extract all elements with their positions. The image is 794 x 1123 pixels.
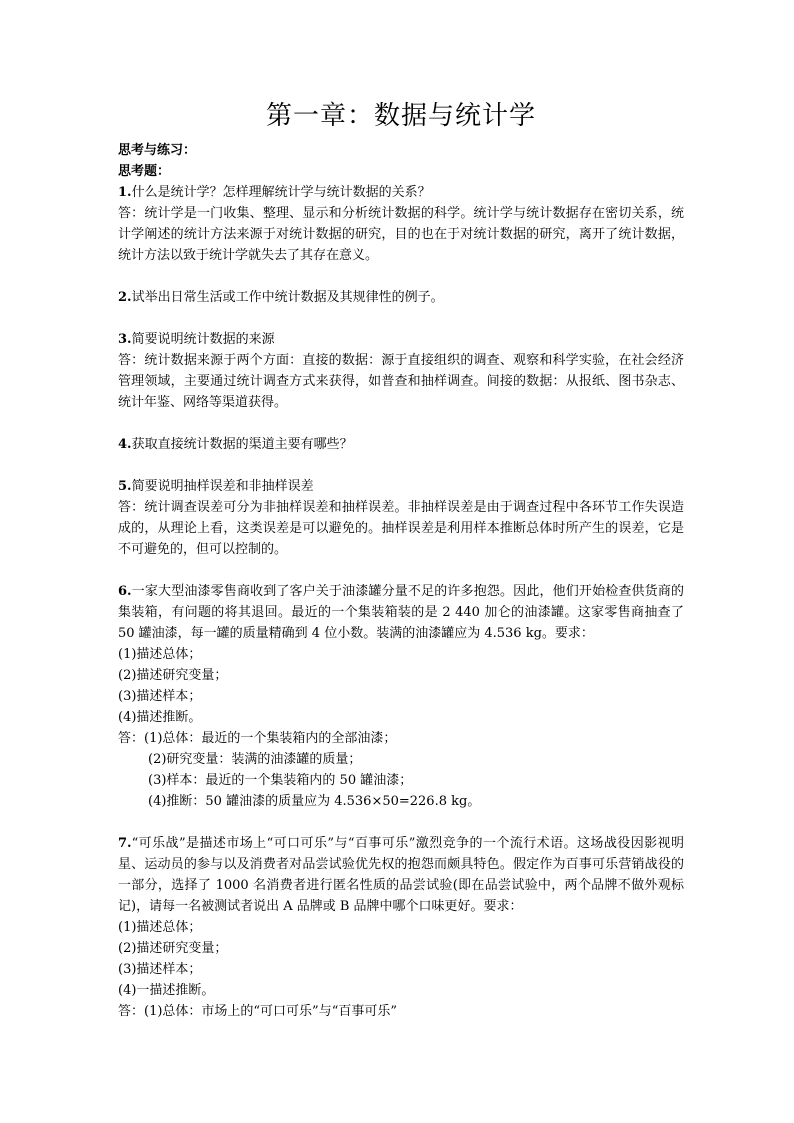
list-item: (3)描述样本； xyxy=(118,689,202,704)
sub-heading: 思考题： xyxy=(118,164,171,179)
list-item: (2)描述研究变量； xyxy=(118,668,228,683)
answer-line: (3)样本：最近的一个集装箱内的 50 罐油漆； xyxy=(148,773,413,788)
answer-line: (2)研究变量：装满的油漆罐的质量； xyxy=(148,752,362,767)
answer-6 xyxy=(118,728,684,812)
question-text: 获取直接统计数据的渠道主要有哪些？ xyxy=(131,437,353,452)
answer-7: 答：(1)总体：市场上的“可口可乐”与“百事可乐” xyxy=(118,1004,397,1019)
question-6 xyxy=(118,581,684,644)
question-text: 简要说明统计数据的来源 xyxy=(131,332,275,347)
answer-3: 答：统计数据来源于两个方面：直接的数据：源于直接组织的调查、观察和科学实验，在社会经济管理领域，主要通过统计调查方式来获得，如普查和抽样调查。间接的数据：从报纸、图书杂志、统计年鉴、网络等渠道获得。 xyxy=(118,353,684,410)
answer-line: 答：(1)总体：最近的一个集装箱内的全部油漆； xyxy=(118,731,397,746)
question-7 xyxy=(118,833,684,917)
question-text: 简要说明抽样误差和非抽样误差 xyxy=(131,479,314,494)
question-number: 1. xyxy=(118,185,132,200)
question-2 xyxy=(118,287,684,308)
question-5 xyxy=(118,476,684,497)
spacer xyxy=(118,266,684,287)
page-title: 第一章：数据与统计学 xyxy=(265,101,536,131)
question-number: 2. xyxy=(118,290,132,305)
question-text: “可乐战”是描述市场上“可口可乐”与“百事可乐”激烈竞争的一个流行术语。这场战役因影视明星、运动员的参与以及消费者对品尝试验优先权的抱怨而颇具特色。假定作为百事可乐营销战役的一部分，选择了 1000 名消费者进行匿名性质的品尝试验(即在品尝试验中，两个品牌不做外观标记)，请每一名被测试者说出 A 品牌或 B 品牌中哪个口味更好。要求： xyxy=(118,836,684,914)
question-1 xyxy=(118,182,684,203)
question-number: 7. xyxy=(118,836,132,851)
list-item: (4)一描述推断。 xyxy=(118,983,215,998)
list-item: (1)描述总体； xyxy=(118,647,202,662)
question-3 xyxy=(118,329,684,350)
answer-line: (4)推断：50 罐油漆的质量应为 4.536×50=226.8 kg。 xyxy=(148,794,481,809)
spacer xyxy=(118,560,684,581)
question-7-items xyxy=(118,917,684,1001)
question-number: 4. xyxy=(118,437,132,452)
question-text: 什么是统计学？怎样理解统计学与统计数据的关系？ xyxy=(131,185,431,200)
question-6-items xyxy=(118,644,684,728)
spacer xyxy=(118,812,684,833)
question-4 xyxy=(118,434,684,455)
list-item: (2)描述研究变量； xyxy=(118,941,228,956)
list-item: (1)描述总体； xyxy=(118,920,202,935)
question-number: 5. xyxy=(118,479,132,494)
spacer xyxy=(118,413,684,434)
answer-1: 答：统计学是一门收集、整理、显示和分析统计数据的科学。统计学与统计数据存在密切关系，统计学阐述的统计方法来源于对统计数据的研究，目的也在于对统计数据的研究，离开了统计数据，统计方法以致于统计学就失去了其存在意义。 xyxy=(118,206,684,263)
list-item: (3)描述样本； xyxy=(118,962,202,977)
question-number: 6. xyxy=(118,584,132,599)
spacer xyxy=(118,455,684,476)
section-heading: 思考与练习： xyxy=(118,143,197,158)
list-item: (4)描述推断。 xyxy=(118,710,202,725)
document-page xyxy=(118,96,684,1022)
question-text: 一家大型油漆零售商收到了客户关于油漆罐分量不足的许多抱怨。因此，他们开始检查供货商的集装箱，有问题的将其退回。最近的一个集装箱装的是 2 440 加仑的油漆罐。这家零售商抽查了 50 罐油漆，每一罐的质量精确到 4 位小数。装满的油漆罐应为 4.536 kg。要求： xyxy=(118,584,684,641)
question-text: 试举出日常生活或工作中统计数据及其规律性的例子。 xyxy=(131,290,444,305)
answer-5: 答：统计调查误差可分为非抽样误差和抽样误差。非抽样误差是由于调查过程中各环节工作失误造成的，从理论上看，这类误差是可以避免的。抽样误差是利用样本推断总体时所产生的误差，它是不可避免的，但可以控制的。 xyxy=(118,500,684,557)
question-number: 3. xyxy=(118,332,132,347)
spacer xyxy=(118,308,684,329)
